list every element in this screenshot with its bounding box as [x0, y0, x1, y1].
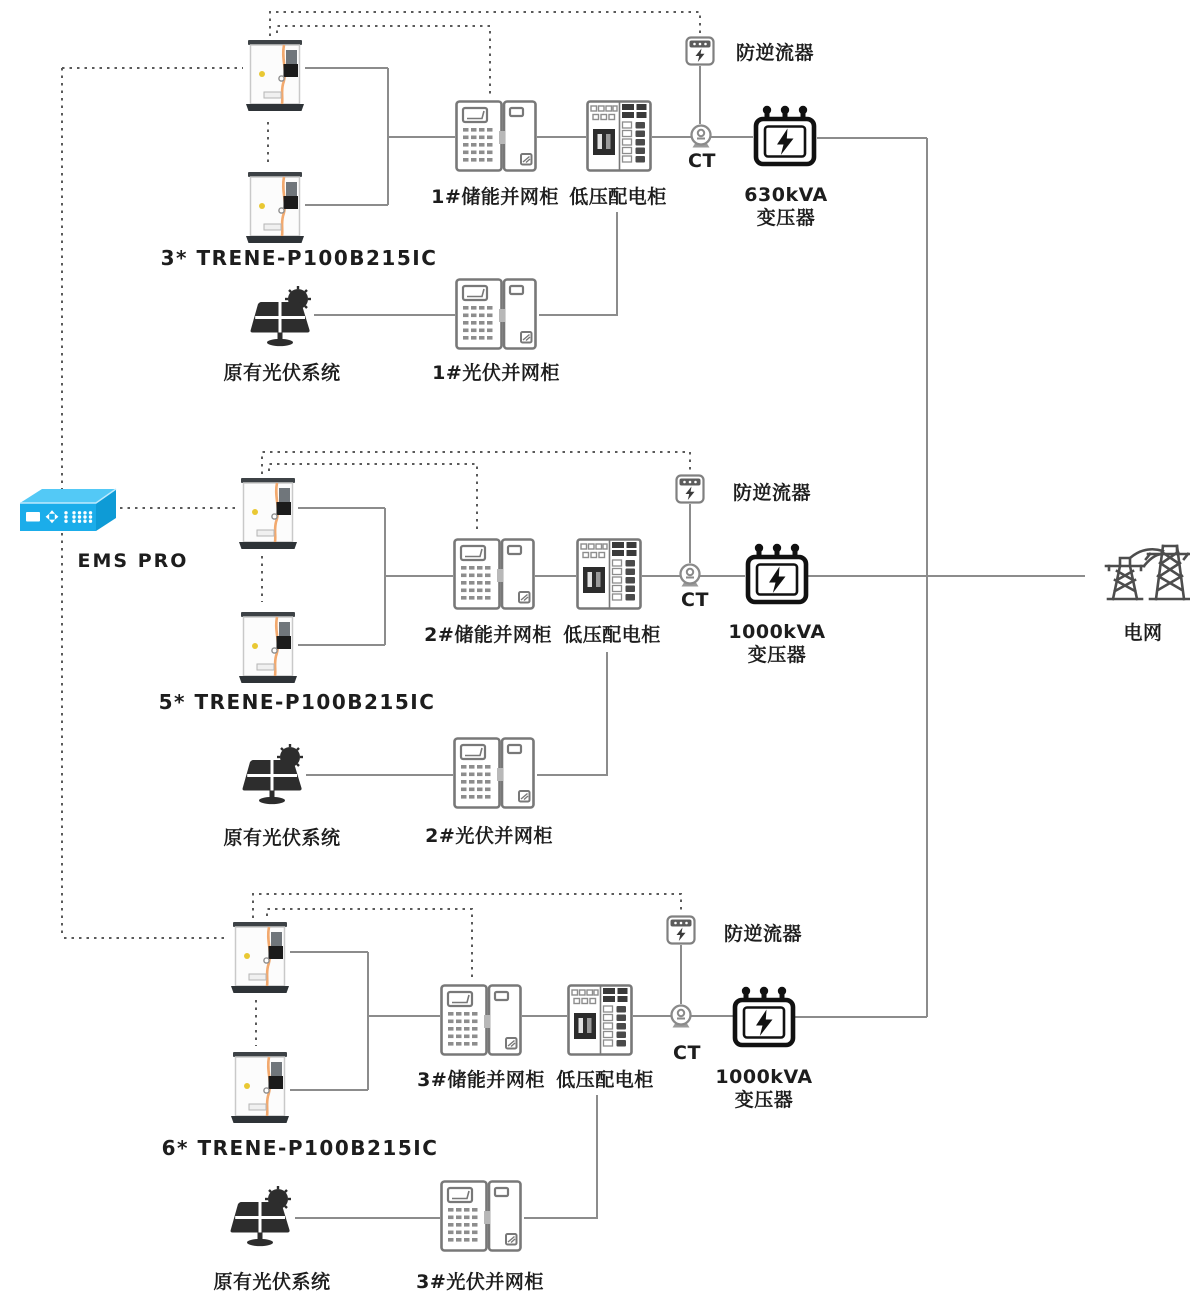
- pv-grid-cabinet-label: 2#光伏并网柜: [425, 825, 553, 847]
- lv-distribution-cabinet-icon: [586, 100, 652, 172]
- transformer-icon: [732, 985, 796, 1049]
- comm-lines-section1: [270, 12, 700, 96]
- anti-backflow-icon: [666, 915, 696, 945]
- storage-grid-cabinet-label: 3#储能并网柜: [417, 1069, 545, 1091]
- transformer-name: 变压器: [747, 644, 807, 666]
- transformer-name: 变压器: [734, 1089, 794, 1111]
- storage-grid-cabinet-icon: [453, 538, 535, 610]
- transformer-capacity: 1000kVA: [715, 1066, 813, 1088]
- pv-grid-cabinet-icon: [440, 1180, 522, 1252]
- pv-grid-cabinet-label: 1#光伏并网柜: [432, 362, 560, 384]
- pv-system-label: 原有光伏系统: [223, 362, 341, 384]
- ct-label: CT: [681, 589, 709, 611]
- storage-grid-cabinet-label: 1#储能并网柜: [431, 186, 559, 208]
- transformer-label: [728, 621, 825, 667]
- lv-distribution-cabinet-label: 低压配电柜: [569, 186, 667, 208]
- transformer-icon: [745, 542, 809, 606]
- battery-model-label: 6* TRENE-P100B215IC: [161, 1136, 439, 1160]
- lv-distribution-cabinet-label: 低压配电柜: [563, 624, 661, 646]
- pv-system-label: 原有光伏系统: [213, 1271, 331, 1293]
- anti-backflow-label: 防逆流器: [723, 923, 803, 945]
- storage-grid-cabinet-icon: [440, 984, 522, 1056]
- grid-label: 电网: [1123, 622, 1163, 644]
- anti-backflow-icon: [675, 474, 705, 504]
- battery-cabinet-icon: [245, 172, 305, 244]
- battery-model-label: 5* TRENE-P100B215IC: [158, 690, 436, 714]
- ct-icon: [675, 562, 705, 590]
- ct-icon: [666, 1003, 696, 1031]
- storage-grid-cabinet-label: 2#储能并网柜: [424, 624, 552, 646]
- ems-label: EMS PRO: [77, 550, 189, 572]
- pv-grid-cabinet-icon: [453, 737, 535, 809]
- transformer-capacity: 630kVA: [744, 184, 828, 206]
- transformer-icon: [753, 104, 817, 168]
- battery-cabinet-icon: [230, 922, 290, 994]
- pv-system-icon: [238, 744, 306, 808]
- battery-cabinet-icon: [230, 1052, 290, 1124]
- lv-distribution-cabinet-label: 低压配电柜: [556, 1069, 654, 1091]
- power-grid-towers-icon: [1100, 528, 1190, 604]
- pv-grid-cabinet-icon: [455, 278, 537, 350]
- lv-distribution-cabinet-icon: [567, 984, 633, 1056]
- power-lines-section2: [298, 504, 1085, 775]
- pv-system-icon: [246, 286, 314, 350]
- ct-icon: [686, 123, 716, 151]
- battery-model-label: 3* TRENE-P100B215IC: [160, 246, 438, 270]
- lv-distribution-cabinet-icon: [576, 538, 642, 610]
- battery-cabinet-icon: [238, 612, 298, 684]
- anti-backflow-label: 防逆流器: [732, 482, 812, 504]
- comm-lines-section3: [253, 894, 681, 980]
- comm-lines-section2: [262, 452, 690, 534]
- anti-backflow-label: 防逆流器: [735, 42, 815, 64]
- transformer-label: [744, 184, 827, 230]
- transformer-capacity: 1000kVA: [728, 621, 826, 643]
- pv-grid-cabinet-label: 3#光伏并网柜: [416, 1271, 544, 1293]
- storage-grid-cabinet-icon: [455, 100, 537, 172]
- pv-system-icon: [226, 1186, 294, 1250]
- pv-system-label: 原有光伏系统: [223, 827, 341, 849]
- anti-backflow-icon: [685, 36, 715, 66]
- transformer-label: [715, 1066, 812, 1112]
- ct-label: CT: [673, 1042, 701, 1064]
- battery-cabinet-icon: [238, 478, 298, 550]
- transformer-name: 变压器: [756, 207, 816, 229]
- ct-label: CT: [688, 150, 716, 172]
- battery-cabinet-icon: [245, 40, 305, 112]
- ems-device-icon: [16, 487, 120, 539]
